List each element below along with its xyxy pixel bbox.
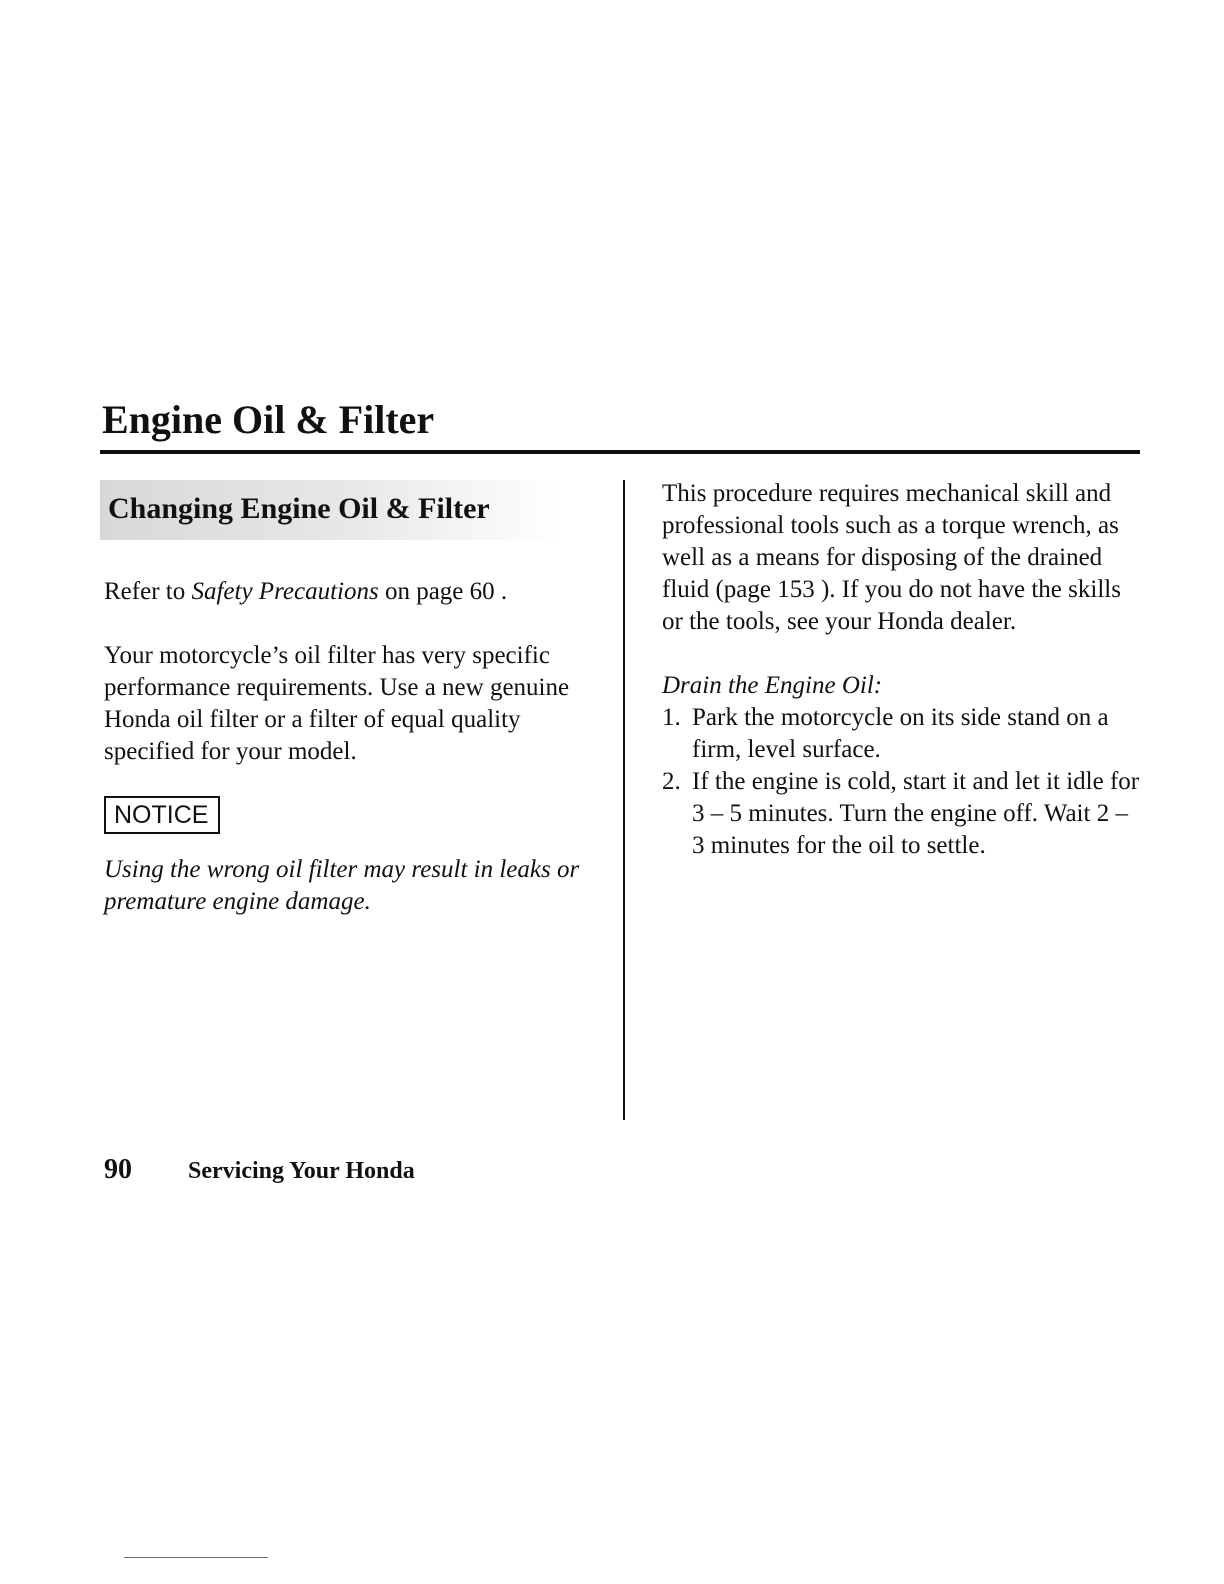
page-title: Engine Oil & Filter	[102, 397, 435, 442]
list-item	[662, 766, 1142, 862]
list-item	[662, 702, 1142, 766]
safety-reference	[104, 576, 594, 608]
step-number: 1.	[662, 704, 681, 731]
bottom-rule	[124, 1557, 268, 1558]
notice-text: Using the wrong oil filter may result in leaks or premature engine damage.	[104, 856, 580, 915]
title-rule	[100, 450, 1140, 454]
refer-suffix: on page 60 .	[378, 578, 508, 605]
step-text: Park the motorcycle on its side stand on a firm, level surface.	[692, 704, 1109, 763]
refer-prefix: Refer to	[104, 578, 192, 605]
section-heading: Changing Engine Oil & Filter	[100, 480, 560, 540]
filter-paragraph: Your motorcycle’s oil filter has very specific performance requirements. Use a new genuine Honda oil filter or a filter of equal quality specified for your model.	[104, 642, 570, 765]
footer-page-number: 90	[104, 1154, 132, 1185]
safety-precautions-link[interactable]: Safety Precautions	[191, 578, 379, 605]
step-list	[662, 702, 1142, 862]
drain-oil-subheading: Drain the Engine Oil:	[662, 672, 883, 699]
step-text: If the engine is cold, start it and let it idle for 3 – 5 minutes. Turn the engine off. Wait 2 – 3 minutes for the oil to settle.	[692, 768, 1140, 859]
right-column	[662, 478, 1142, 862]
intro-paragraph: This procedure requires mechanical skill and professional tools such as a torque wrench, as well as a means for disposing of the drained fluid (page 153 ). If you do not have the skills or the tools, see your Honda dealer.	[662, 480, 1121, 635]
step-number: 2.	[662, 768, 681, 795]
column-divider	[623, 480, 625, 1120]
footer-section-name: Servicing Your Honda	[188, 1158, 415, 1184]
notice-badge: NOTICE	[104, 796, 220, 834]
left-column	[104, 480, 594, 918]
